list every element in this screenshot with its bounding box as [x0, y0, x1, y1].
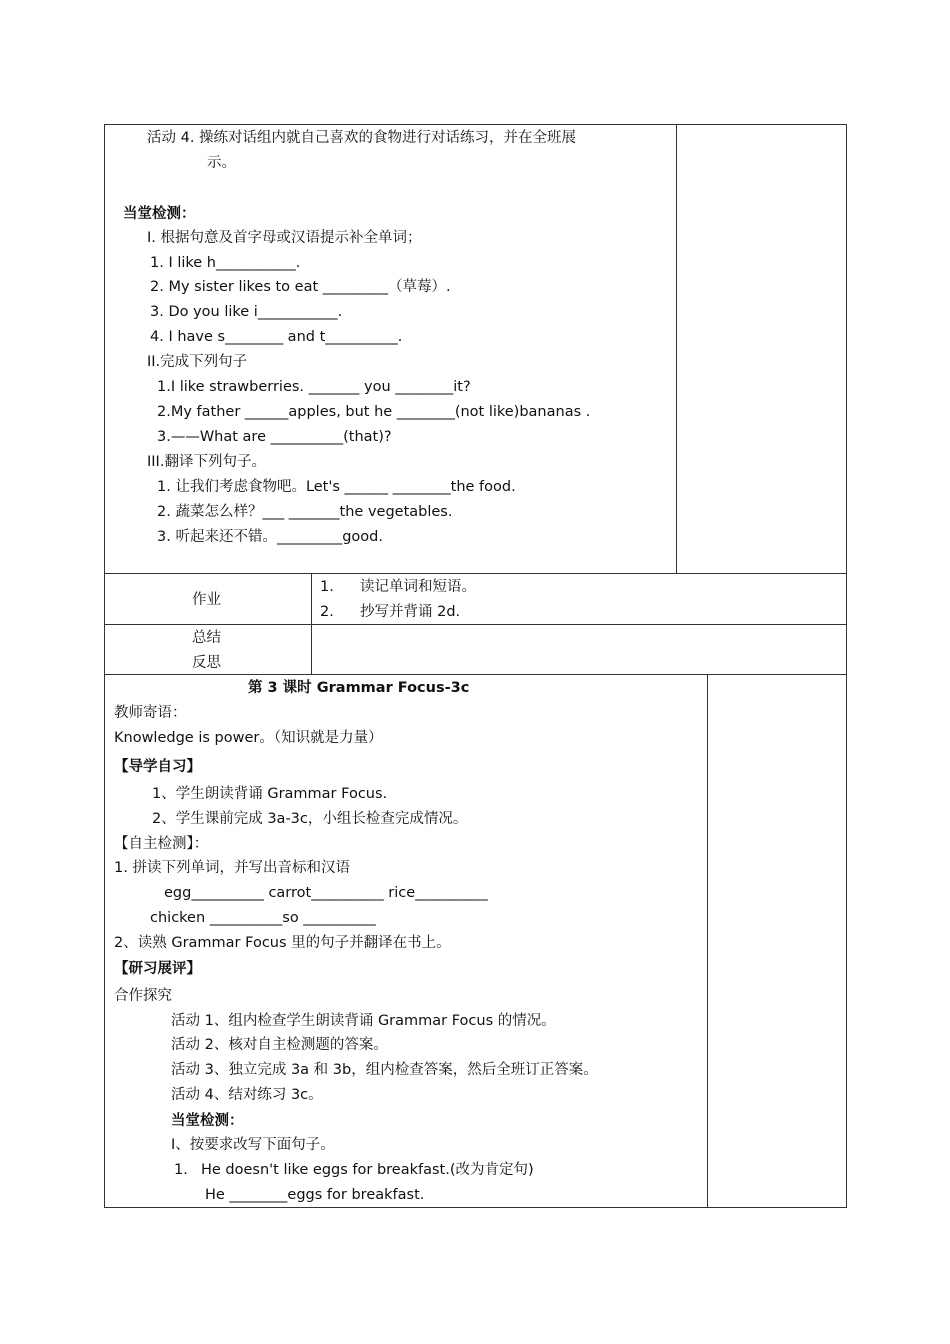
- row-divider: [104, 573, 847, 574]
- part1-item: 1. I like h___________.: [150, 255, 301, 271]
- part2-item: 3.——What are __________(that)?: [157, 429, 392, 445]
- part2-item: 2.My father ______apples, but he ________(not like)bananas .: [157, 404, 591, 420]
- activity-item: 活动 1、组内检查学生朗读背诵 Grammar Focus 的情况。: [171, 1013, 556, 1029]
- motto-text: Knowledge is power。（知识就是力量）: [114, 730, 383, 746]
- selfcheck-question-2: 2、读熟 Grammar Focus 里的句子并翻译在书上。: [114, 935, 451, 951]
- rewrite-title: Ⅰ、按要求改写下面句子。: [171, 1137, 335, 1153]
- check-title-2: 当堂检测：: [171, 1113, 244, 1129]
- cooperation-title: 合作探究: [114, 988, 172, 1004]
- activity-item: 活动 3、独立完成 3a 和 3b，组内检查答案，然后全班订正答案。: [171, 1062, 598, 1078]
- activity-item: 活动 2、核对自主检测题的答案。: [171, 1037, 388, 1053]
- selfcheck-words-line1: egg__________ carrot__________ rice__________: [164, 885, 488, 901]
- lesson-title: 第 3 课时 Grammar Focus-3c: [248, 680, 470, 696]
- rewrite-answer-line: He ________eggs for breakfast.: [205, 1187, 425, 1203]
- check-title: 当堂检测：: [123, 206, 196, 222]
- selfcheck-question-1: 1. 拼读下列单词，并写出音标和汉语: [114, 860, 350, 876]
- part3-title: III.翻译下列句子。: [147, 454, 266, 470]
- part1-item: 4. I have s________ and t__________.: [150, 329, 403, 345]
- column-divider: [311, 573, 312, 675]
- selfcheck-title: 【自主检测】：: [114, 836, 209, 852]
- part1-title: I. 根据句意及首字母或汉语提示补全单词；: [147, 230, 422, 246]
- summary-label-line1: 总结: [192, 630, 221, 646]
- part1-item: 2. My sister likes to eat _________（草莓）.: [150, 279, 451, 295]
- homework-item-number: 1.: [320, 579, 334, 595]
- research-title: 【研习展评】: [114, 961, 201, 977]
- guide-title: 【导学自习】: [114, 759, 201, 775]
- activity4-line2: 示。: [207, 155, 236, 171]
- homework-item: 读记单词和短语。: [360, 579, 476, 595]
- homework-item: 抄写并背诵 2d.: [360, 604, 461, 620]
- rewrite-item-number: 1.: [174, 1162, 188, 1178]
- part2-item: 1.I like strawberries. _______ you ________it?: [157, 379, 471, 395]
- guide-item: 1、学生朗读背诵 Grammar Focus.: [152, 786, 388, 802]
- activity-item: 活动 4、结对练习 3c。: [171, 1087, 323, 1103]
- summary-label-line2: 反思: [192, 655, 221, 671]
- column-divider: [707, 674, 708, 1208]
- column-divider: [676, 124, 677, 574]
- motto-label: 教师寄语：: [114, 705, 187, 721]
- selfcheck-words-line2: chicken __________so __________: [150, 910, 376, 926]
- homework-item-number: 2.: [320, 604, 334, 620]
- part3-item: 3. 听起来还不错。_________good.: [157, 529, 383, 545]
- activity4-line1: 活动 4. 操练对话组内就自己喜欢的食物进行对话练习，并在全班展: [147, 130, 577, 146]
- guide-item: 2、学生课前完成 3a-3c，小组长检查完成情况。: [152, 811, 468, 827]
- part1-item: 3. Do you like i___________.: [150, 304, 343, 320]
- part3-item: 1. 让我们考虑食物吧。Let's ______ ________the food.: [157, 479, 516, 495]
- row-divider: [104, 624, 847, 625]
- rewrite-item: He doesn't like eggs for breakfast.(改为肯定句): [201, 1162, 534, 1178]
- part2-title: II.完成下列句子: [147, 354, 248, 370]
- homework-label: 作业: [192, 592, 221, 608]
- part3-item: 2. 蔬菜怎么样？___ _______the vegetables.: [157, 504, 453, 520]
